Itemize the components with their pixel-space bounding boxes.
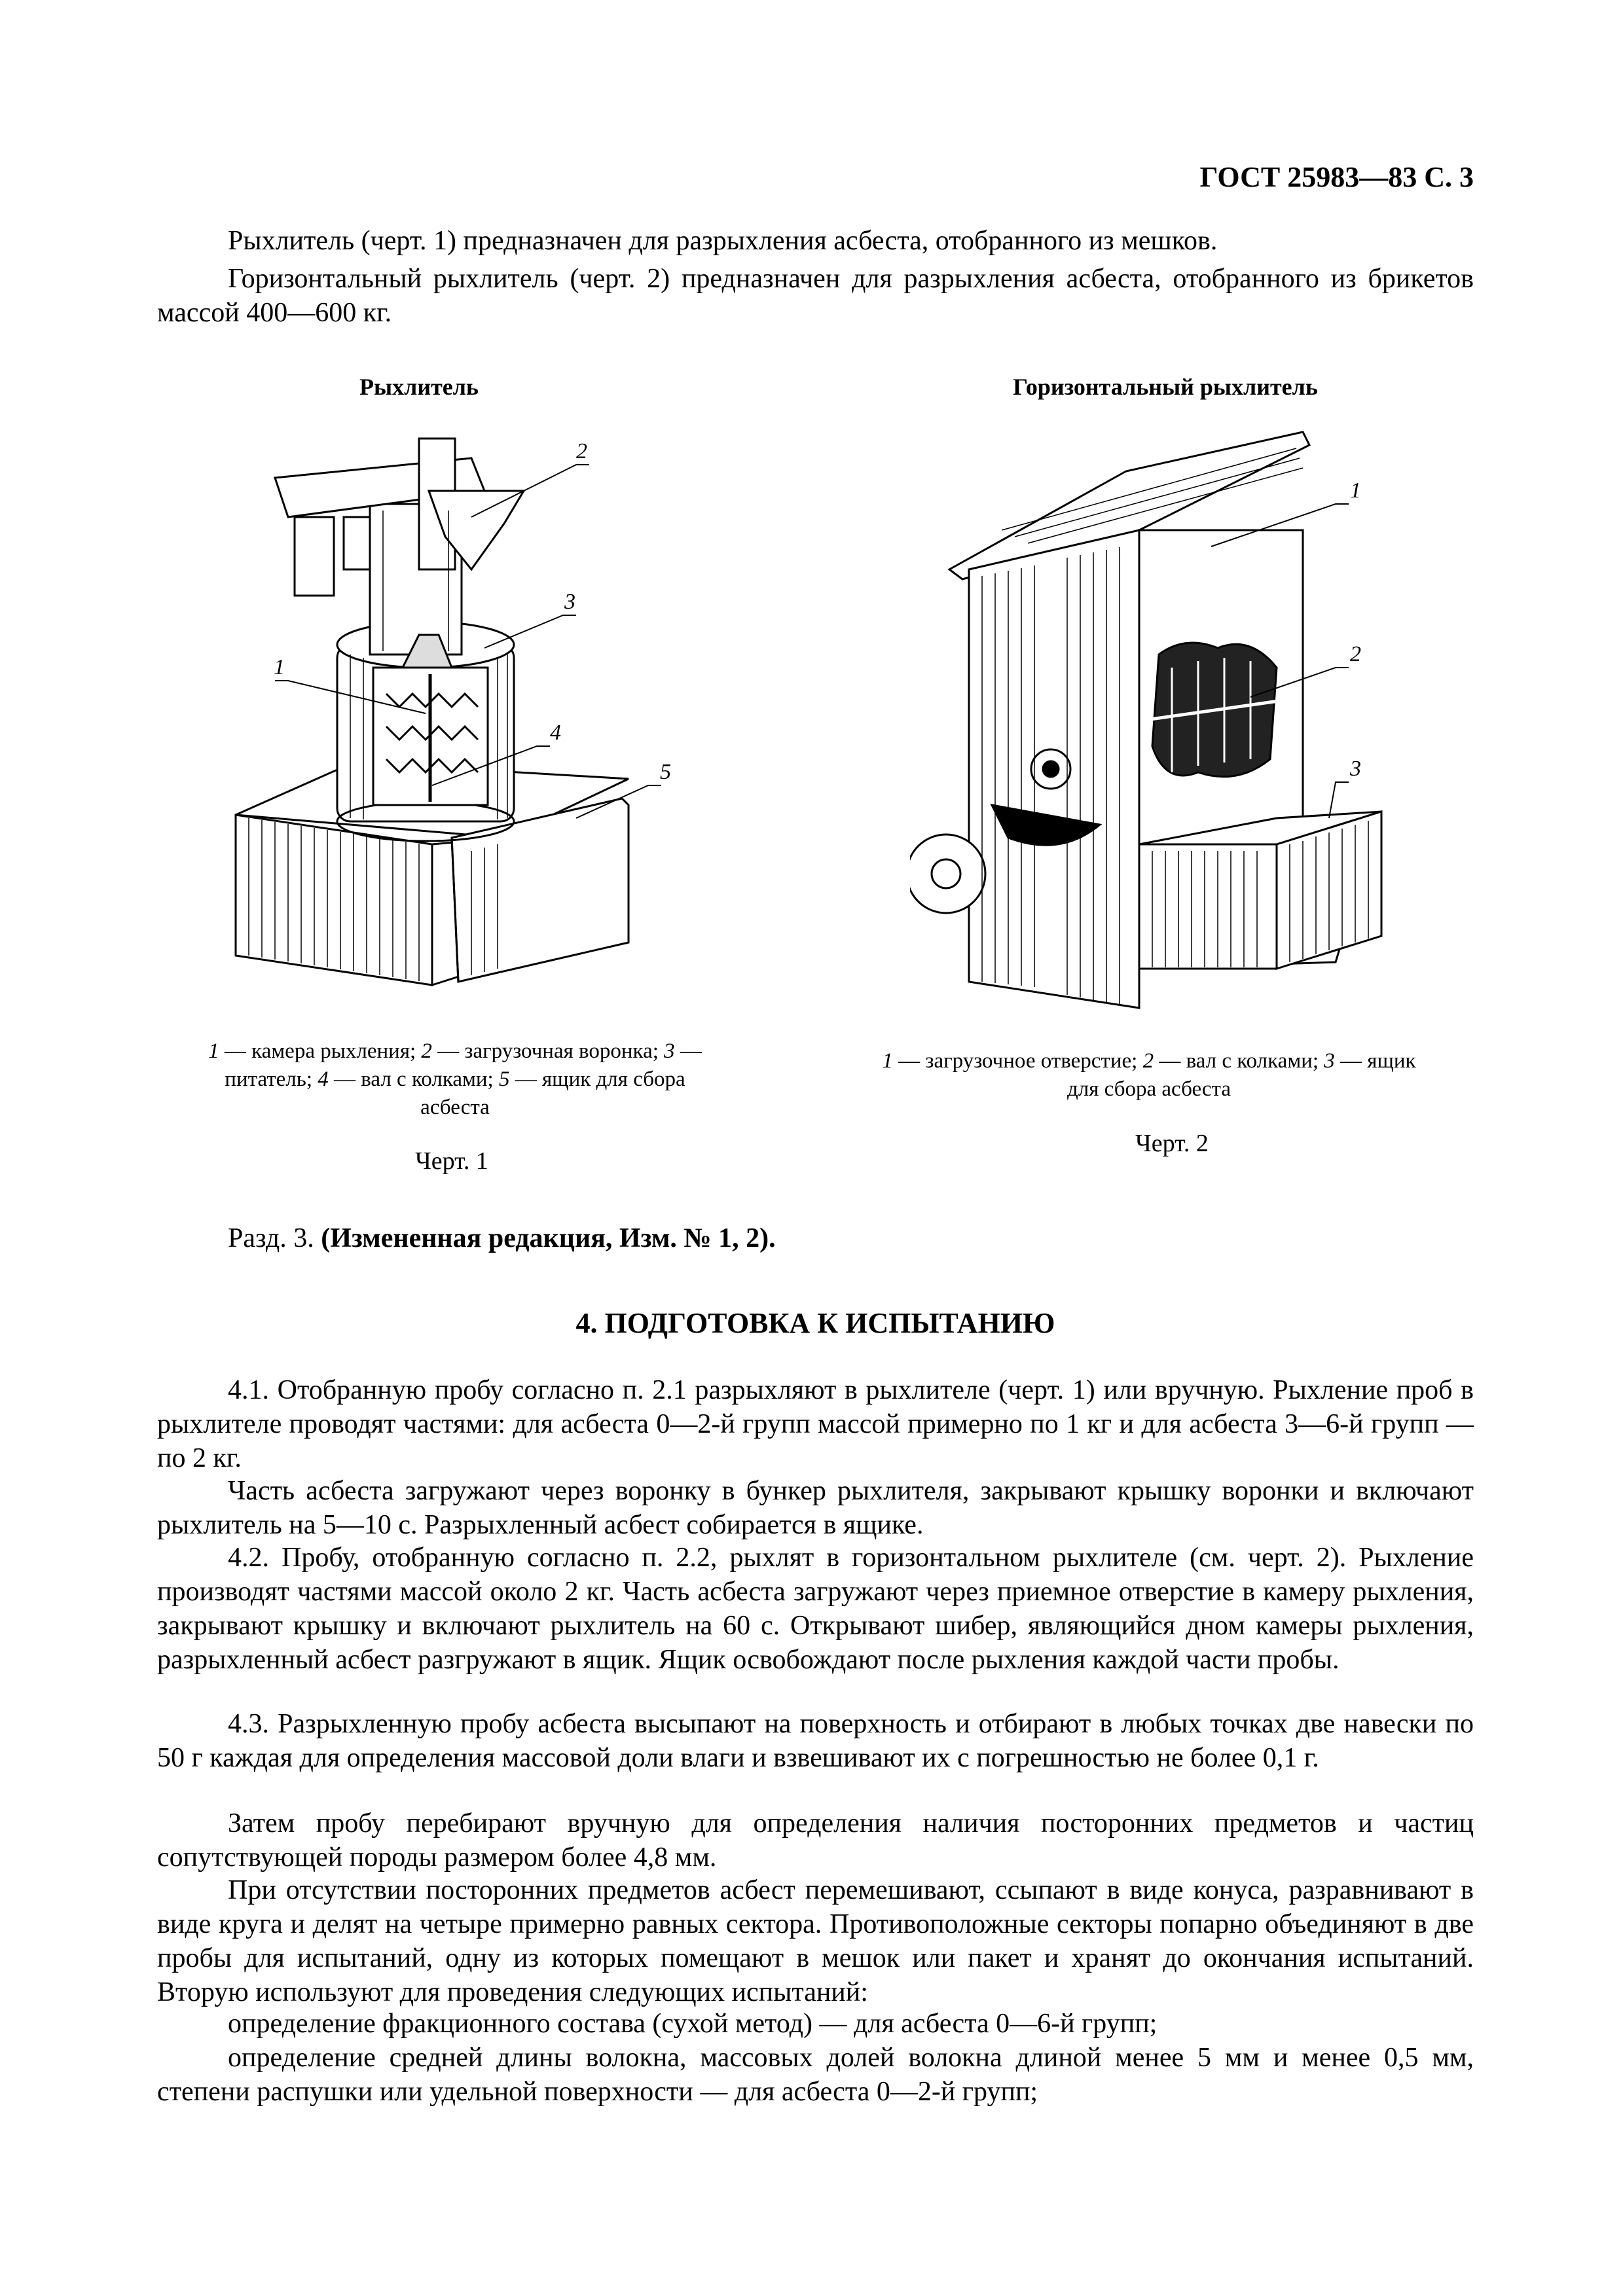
figure1-caption: 1 — камера рыхления; 2 — загрузочная воронка; 3 — питатель; 4 — вал с колками; 5 — ящик для сбора асбеста bbox=[208, 1039, 702, 1119]
figure2-drawing bbox=[910, 419, 1414, 1021]
paragraph-inspection: Затем пробу перебирают вручную для определения наличия посторонних предметов и частиц сопутствующей породы размером более 4,8 мм. bbox=[157, 1808, 1474, 1873]
paragraph-4-1: 4.1. Отобранную пробу согласно п. 2.1 разрыхляют в рыхлителе (черт. 1) или вручную. Рыхление проб в рыхлителе проводят частями: для асбеста 0—2-й групп массой примерно по 1 кг и для асбеста 3—6-й групп — по 2 кг. bbox=[157, 1375, 1474, 1473]
revision-note: Разд. 3. (Измененная редакция, Изм. № 1, 2). bbox=[228, 1223, 776, 1253]
fig2-label-1: 1 bbox=[1350, 478, 1361, 503]
paragraph-4-1-cont: Часть асбеста загружают через воронку в бункер рыхлителя, закрывают крышку воронки и включают рыхлитель на 5—10 с. Разрыхленный асбест собирается в ящике. bbox=[157, 1476, 1474, 1540]
figure2-caption: 1 — загрузочное отверстие; 2 — вал с колками; 3 — ящик для сбора асбеста bbox=[882, 1049, 1416, 1101]
fig2-leader-3 bbox=[1329, 782, 1349, 818]
fig1-label-1: 1 bbox=[274, 655, 285, 679]
paragraph-fraction: определение фракционного состава (сухой метод) — для асбеста 0—6-й групп; bbox=[228, 2009, 1158, 2039]
fig1-label-5: 5 bbox=[660, 760, 671, 784]
intro-paragraph-1: Рыхлитель (черт. 1) предназначен для разрыхления асбеста, отобранного из мешков. bbox=[228, 226, 1218, 256]
fig1-label-3: 3 bbox=[564, 590, 575, 614]
paragraph-fiber: определение средней длины волокна, массовых долей волокна длиной менее 5 мм и менее 0,5 мм, степени распушки или удельной поверхности — для асбеста 0—2-й групп; bbox=[157, 2043, 1474, 2107]
intro-paragraph-2: Горизонтальный рыхлитель (черт. 2) предназначен для разрыхления асбеста, отобранного из брикетов массой 400—600 кг. bbox=[157, 264, 1474, 328]
fig1-label-4: 4 bbox=[550, 721, 561, 745]
paragraph-mixing: При отсутствии посторонних предметов асбест перемешивают, ссыпают в виде конуса, разравнивают в виде круга и делят на четыре примерно равных сектора. Противоположные секторы попарно объединяют в две пробы для испытаний, одну из которых помещают в мешок или пакет и хранят до окончания испытаний. Вторую используют для проведения следующих испытаний: bbox=[157, 1875, 1474, 2007]
figure2-chert: Черт. 2 bbox=[1135, 1130, 1209, 1157]
paragraph-4-3: 4.3. Разрыхленную пробу асбеста высыпают на поверхность и отбирают в любых точках две навески по 50 г каждая для определения массовой доли влаги и взвешивают их с погрешностью не более 0,1 г. bbox=[157, 1709, 1474, 1773]
page-header: ГОСТ 25983—83 С. 3 bbox=[1199, 161, 1474, 193]
figure2-title: Горизонтальный рыхлитель bbox=[1013, 374, 1318, 400]
fig2-label-2: 2 bbox=[1350, 642, 1361, 666]
fig1-label-2: 2 bbox=[576, 439, 587, 463]
fig2-label-3: 3 bbox=[1350, 757, 1361, 781]
section-title: 4. ПОДГОТОВКА К ИСПЫТАНИЮ bbox=[575, 1307, 1055, 1339]
figure1-title: Рыхлитель bbox=[359, 374, 479, 400]
figure1-drawing bbox=[223, 419, 694, 1008]
figure1-chert: Черт. 1 bbox=[415, 1147, 488, 1175]
paragraph-4-2: 4.2. Пробу, отобранную согласно п. 2.2, рыхлят в горизонтальном рыхлителе (см. черт. 2). Рыхление производят частями массой около 2 кг. Часть асбеста загружают через приемное отверстие в камеру рыхления, закрывают крышку и включают рыхлитель на 60 с. Открывают шибер, являющийся дном камеры рыхления, разрыхленный асбест разгружают в ящик. Ящик освобождают после рыхления каждой части пробы. bbox=[157, 1543, 1474, 1675]
